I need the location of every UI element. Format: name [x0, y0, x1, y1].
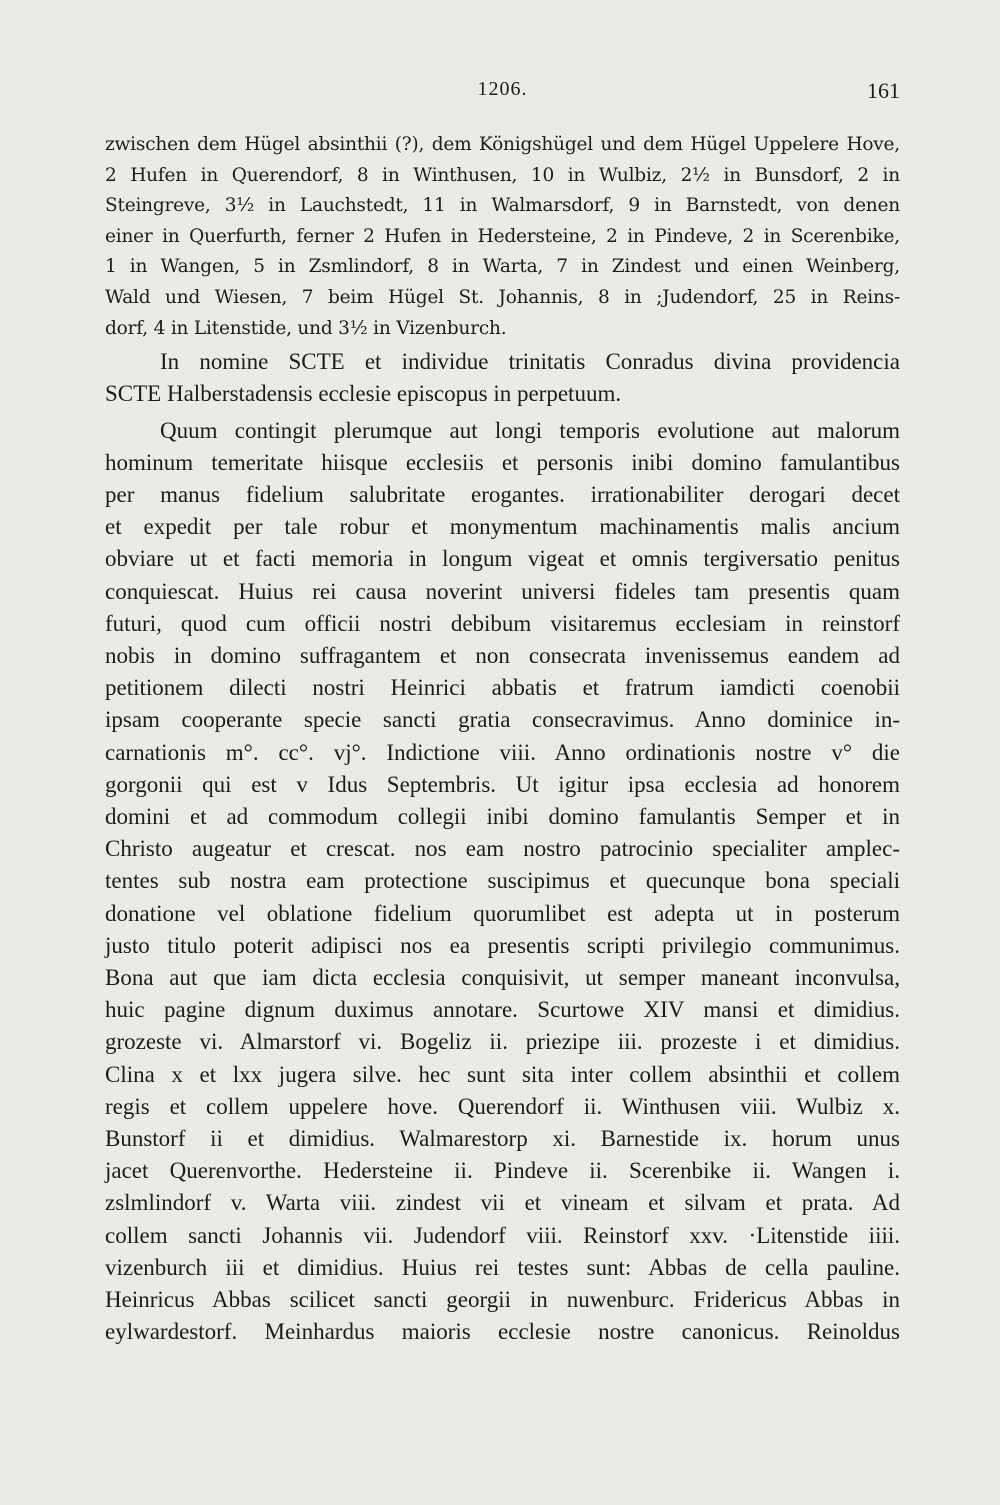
- latin-line: nobis in domino suffragantem et non consecrata invenissemus eandem ad: [105, 642, 900, 668]
- german-line: einer in Querfurth, ferner 2 Hufen in Hedersteine, 2 in Pindeve, 2 in Scerenbike,: [105, 225, 900, 247]
- latin-line: eylwardestorf. Meinhardus maioris ecclesie nostre canonicus. Reinoldus: [105, 1319, 900, 1345]
- latin-line: hominum temeritate hiisque ecclesiis et personis inibi domino famulantibus: [105, 449, 900, 475]
- latin-line: gorgonii qui est v Idus Septembris. Ut igitur ipsa ecclesia ad honorem: [105, 771, 900, 797]
- page-header: [105, 78, 900, 108]
- latin-line: grozeste vi. Almarstorf vi. Bogeliz ii. priezipe iii. prozeste i et dimidius.: [105, 1029, 900, 1055]
- german-summary-paragraph: [105, 130, 900, 344]
- latin-line: et expedit per tale robur et monymentum machinamentis malis ancium: [105, 514, 900, 540]
- latin-line: collem sancti Johannis vii. Judendorf viii. Reinstorf xxv. ·Litenstide iiii.: [105, 1222, 900, 1248]
- latin-line: vizenburch iii et dimidius. Huius rei testes sunt: Abbas de cella pauline.: [105, 1254, 900, 1280]
- latin-line: Bona aut que iam dicta ecclesia conquisivit, ut semper maneant inconvulsa,: [105, 965, 900, 991]
- header-year: 1206.: [477, 78, 528, 100]
- german-line: Steingreve, 3½ in Lauchstedt, 11 in Walmarsdorf, 9 in Barnstedt, von denen: [105, 195, 900, 217]
- charter-intro-paragraph: [105, 346, 900, 410]
- intro-line: SCTE Halberstadensis ecclesie episcopus in perpetuum.: [105, 381, 622, 407]
- latin-line: domini et ad commodum collegii inibi domino famulantis Semper et in: [105, 804, 900, 829]
- latin-line: ipsam cooperante specie sancti gratia consecravimus. Anno dominice in-: [105, 707, 900, 733]
- latin-line: Heinricus Abbas scilicet sancti georgii in nuwenburc. Fridericus Abbas in: [105, 1287, 900, 1313]
- latin-line: petitionem dilecti nostri Heinrici abbatis et fratrum iamdicti coenobii: [105, 675, 900, 701]
- intro-line: In nomine SCTE et individue trinitatis Conradus divina providencia: [160, 349, 900, 375]
- latin-line: Quum contingit plerumque aut longi temporis evolutione aut malorum: [160, 417, 900, 443]
- page-number: 161: [867, 78, 900, 103]
- charter-text-paragraph: [105, 415, 900, 1349]
- latin-line: justo titulo poterit adipisci nos ea presentis scripti privilegio communimus.: [105, 932, 900, 958]
- german-line: zwischen dem Hügel absinthii (?), dem Königshügel und dem Hügel Uppelere Hove,: [105, 134, 900, 155]
- german-line: 2 Hufen in Querendorf, 8 in Winthusen, 10 in Wulbiz, 2½ in Bunsdorf, 2 in: [105, 164, 900, 186]
- german-line: 1 in Wangen, 5 in Zsmlindorf, 8 in Warta, 7 in Zindest und einen Weinberg,: [105, 256, 900, 278]
- latin-line: Christo augeatur et crescat. nos eam nostro patrocinio specialiter amplec-: [105, 836, 900, 862]
- latin-line: conquiescat. Huius rei causa noverint universi fideles tam presentis quam: [105, 578, 900, 604]
- latin-line: futuri, quod cum officii nostri debibum visitaremus ecclesiam in reinstorf: [105, 610, 900, 636]
- latin-line: zslmlindorf v. Warta viii. zindest vii et vineam et silvam et prata. Ad: [105, 1190, 900, 1216]
- latin-line: per manus fidelium salubritate erogantes. irrationabiliter derogari decet: [105, 481, 900, 507]
- german-line: dorf, 4 in Litenstide, und 3½ in Vizenburch.: [105, 317, 507, 339]
- latin-line: Bunstorf ii et dimidius. Walmarestorp xi. Barnestide ix. horum unus: [105, 1126, 900, 1152]
- latin-line: huic pagine dignum duximus annotare. Scurtowe XIV mansi et dimidius.: [105, 997, 900, 1023]
- latin-line: obviare ut et facti memoria in longum vigeat et omnis tergiversatio penitus: [105, 546, 900, 572]
- latin-line: jacet Querenvorthe. Hedersteine ii. Pindeve ii. Scerenbike ii. Wangen i.: [105, 1158, 900, 1184]
- latin-line: Clina x et lxx jugera silve. hec sunt sita inter collem absinthii et collem: [105, 1061, 900, 1087]
- latin-line: regis et collem uppelere hove. Querendorf ii. Winthusen viii. Wulbiz x.: [105, 1093, 900, 1119]
- latin-line: donatione vel oblatione fidelium quorumlibet est adepta ut in posterum: [105, 900, 900, 926]
- latin-line: carnationis m°. cc°. vj°. Indictione viii. Anno ordinationis nostre v° die: [105, 739, 900, 765]
- german-line: Wald und Wiesen, 7 beim Hügel St. Johannis, 8 in ;Judendorf, 25 in Reins-: [105, 286, 900, 308]
- latin-line: tentes sub nostra eam protectione suscipimus et quecunque bona speciali: [105, 868, 900, 894]
- page-body: [105, 130, 900, 1348]
